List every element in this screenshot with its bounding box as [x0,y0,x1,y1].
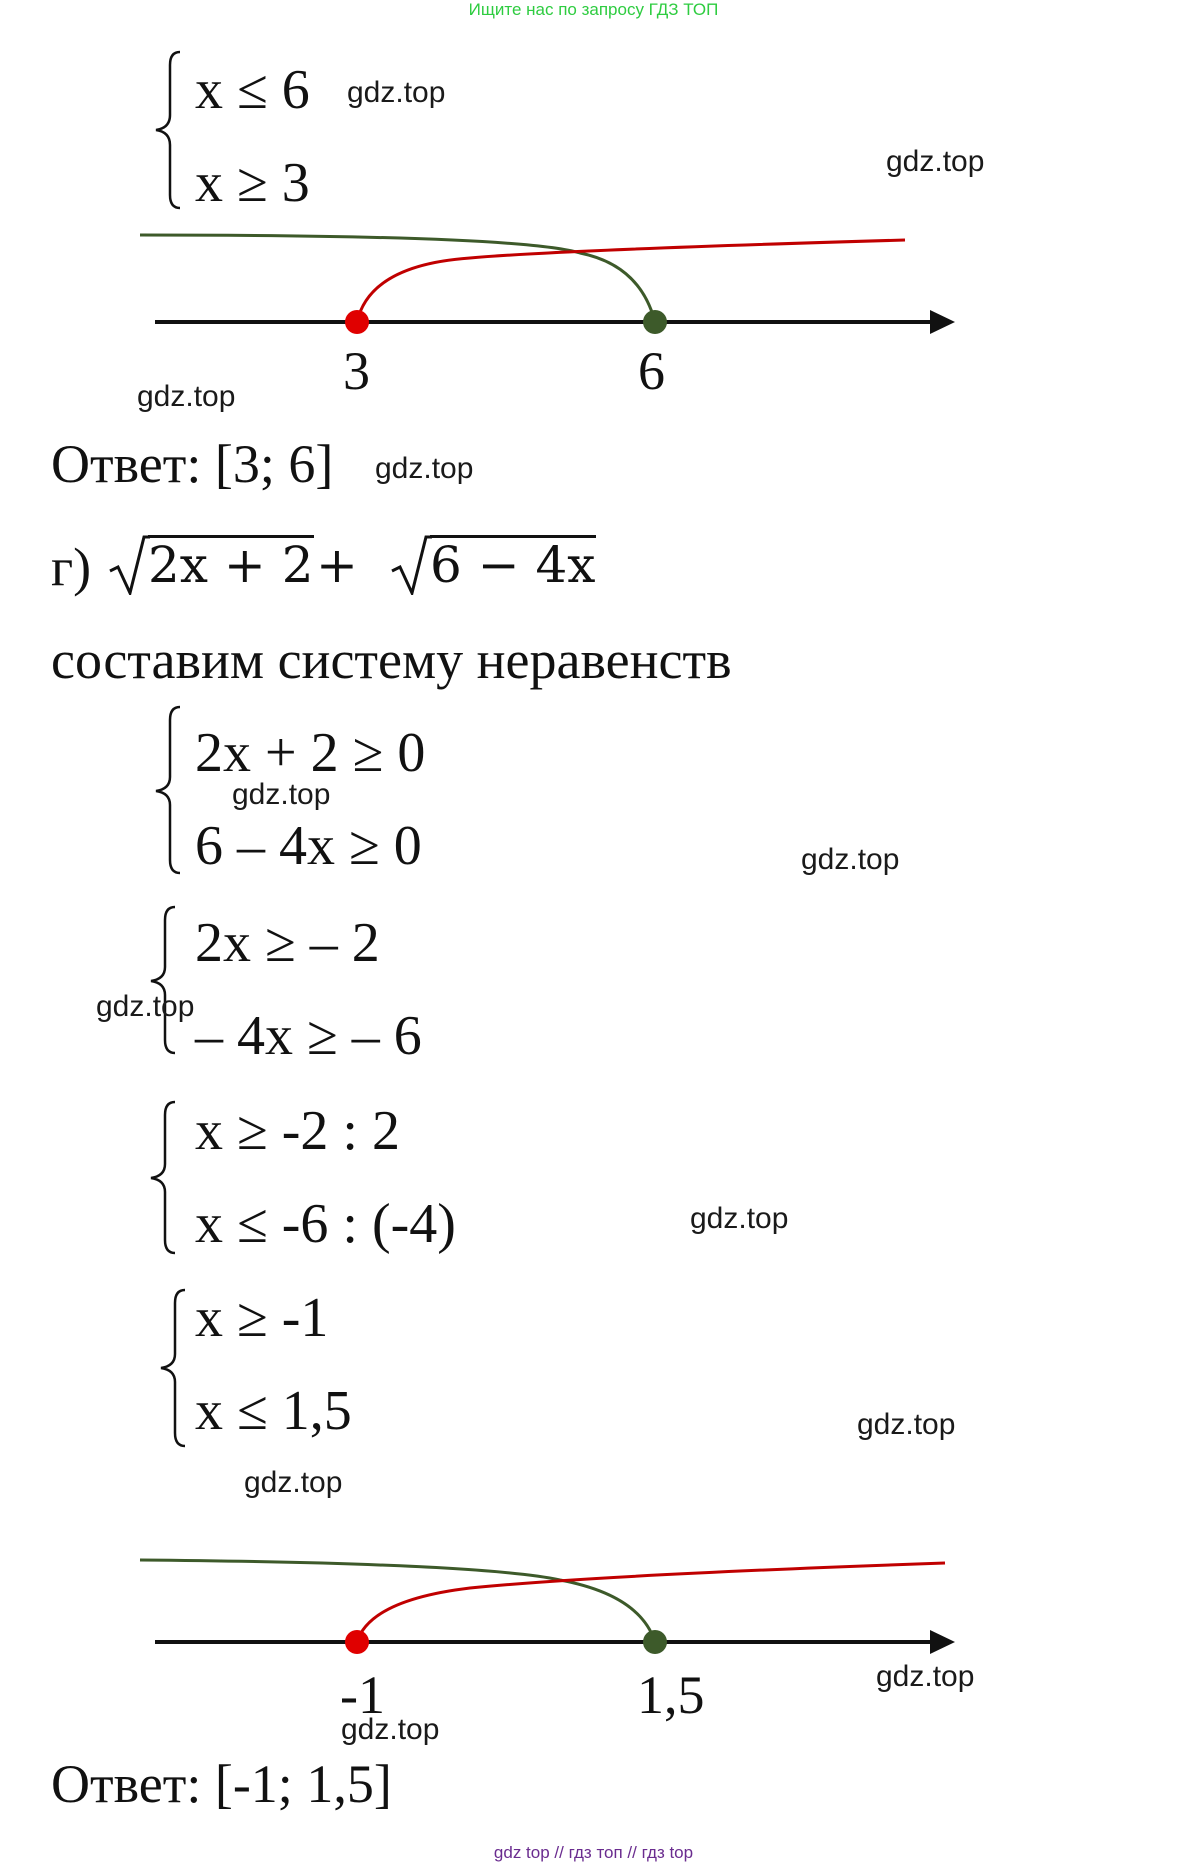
system1-line1: x ≤ 6 [195,59,310,121]
axis-arrow-icon [930,310,955,334]
answer-1: Ответ: [3; 6] [51,434,334,494]
footer-links[interactable]: gdz top // гдз топ // гдз top [493,1843,694,1862]
system3-line1: 2x ≥ – 2 [195,912,380,974]
system5-line2: x ≤ 1,5 [195,1380,352,1442]
task-g-radicand1: 2x + 2 [148,536,314,594]
system-brace [150,705,190,875]
system3-line2: – 4x ≥ – 6 [195,1005,422,1067]
green-curve [140,235,655,322]
numberline2-right-label: 1,5 [637,1665,705,1725]
top-banner[interactable]: Ищите нас по запросу ГДЗ ТОП [468,0,719,19]
task-g-plus: + [316,536,358,594]
answer-2: Ответ: [-1; 1,5] [51,1754,392,1814]
watermark: gdz.top [96,990,195,1023]
watermark: gdz.top [375,452,474,485]
left-point [345,310,369,334]
right-point [643,310,667,334]
watermark: gdz.top [801,843,900,876]
green-curve [140,1560,655,1642]
left-point [345,1630,369,1654]
watermark: gdz.top [341,1713,440,1746]
watermark: gdz.top [690,1202,789,1235]
sqrt-icon [108,535,150,595]
number-line-2 [0,1545,1000,1665]
system-brace [150,50,190,210]
red-curve [357,240,905,322]
watermark: gdz.top [876,1660,975,1693]
numberline1-left-label: 3 [343,341,370,401]
task-g-prefix: г) [51,537,92,597]
system2-line1: 2x + 2 ≥ 0 [195,722,426,784]
watermark: gdz.top [137,380,236,413]
numberline2-left-label: -1 [340,1665,385,1725]
system-brace [145,1100,185,1255]
task-g-radicand2: 6 − 4x [430,536,596,594]
watermark: gdz.top [886,145,985,178]
watermark: gdz.top [347,76,446,109]
sqrt-icon [390,535,432,595]
system-brace [145,905,185,1055]
system4-line1: x ≥ -2 : 2 [195,1100,400,1162]
system2-line2: 6 – 4x ≥ 0 [195,815,422,877]
system5-line1: x ≥ -1 [195,1287,329,1349]
system4-line2: x ≤ -6 : (-4) [195,1193,456,1255]
axis-arrow-icon [930,1630,955,1654]
system1-line2: x ≥ 3 [195,152,310,214]
watermark: gdz.top [244,1466,343,1499]
numberline1-right-label: 6 [638,341,665,401]
watermark: gdz.top [857,1408,956,1441]
right-point [643,1630,667,1654]
watermark: gdz.top [232,778,331,811]
system-brace [155,1288,195,1448]
number-line-1 [0,225,1000,345]
compose-text: составим систему неравенств [51,630,732,690]
